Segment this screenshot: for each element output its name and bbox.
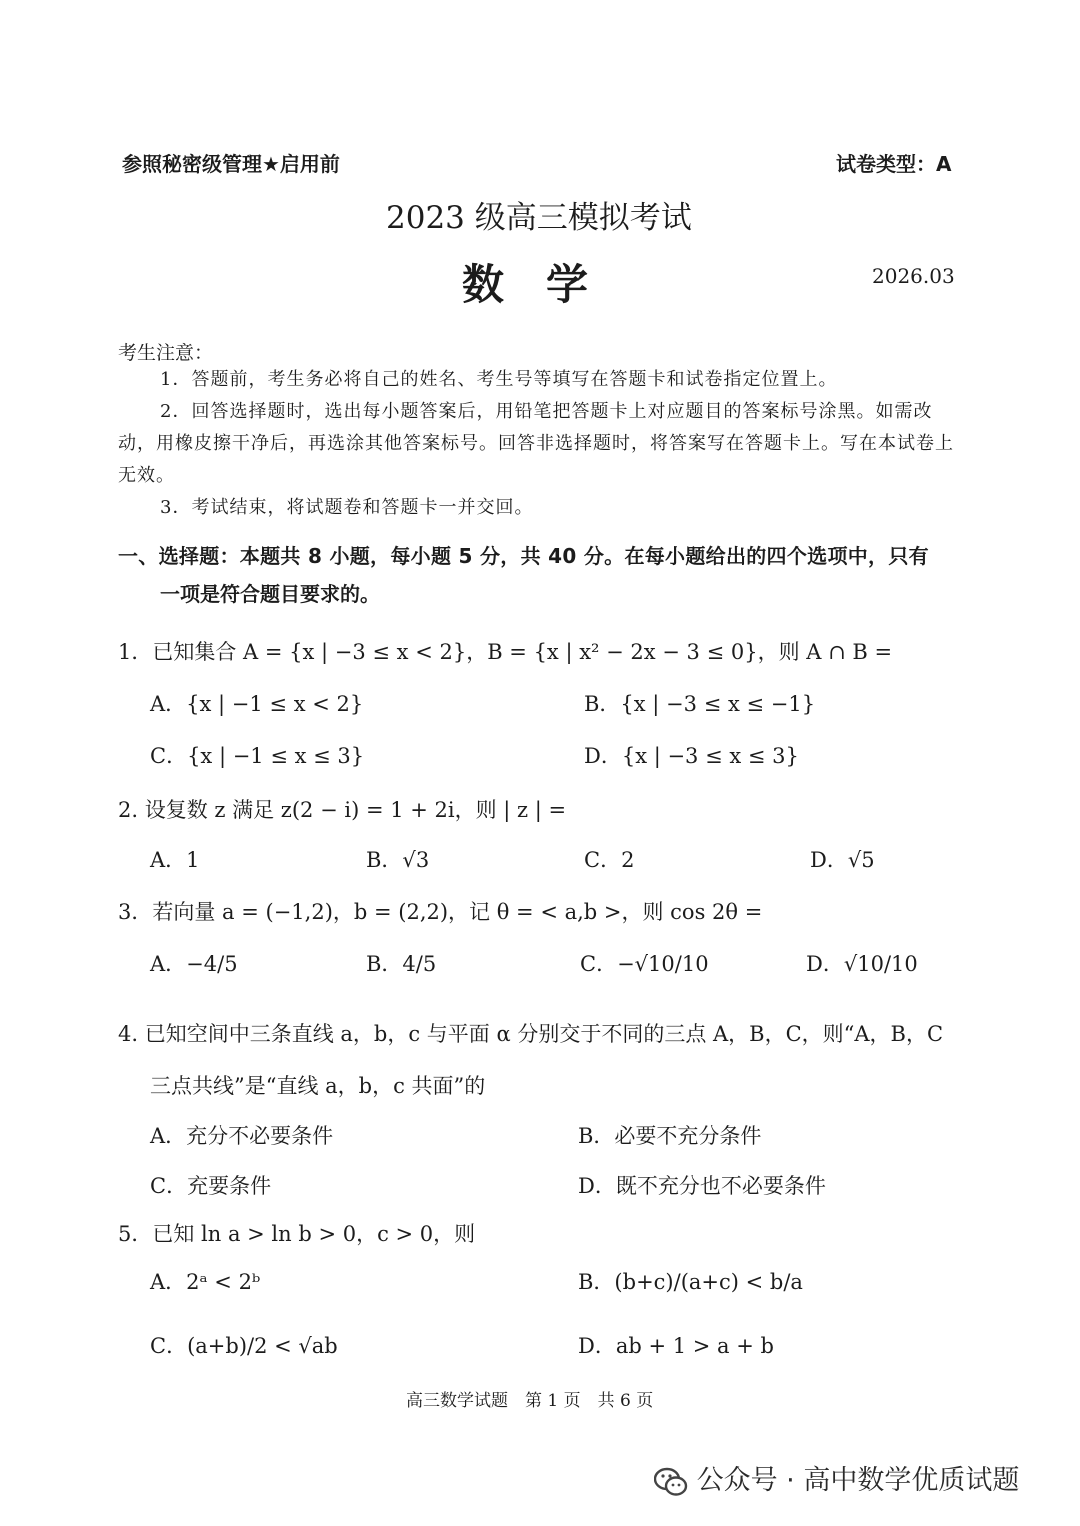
notice-item-2: 2．回答选择题时，选出每小题答案后，用铅笔把答题卡上对应题目的答案标号涂黑。如需改动，用橡皮擦干净后，再选涂其他答案标号。回答非选择题时，将答案写在答题卡上。写在本试卷上无效。 xyxy=(118,401,954,486)
q2-option-c: C．2 xyxy=(584,848,635,872)
question-4-line1: 4. 已知空间中三条直线 a，b，c 与平面 α 分别交于不同的三点 A，B，C，则“A，B，C xyxy=(118,1022,944,1046)
exam-date: 2026.03 xyxy=(872,264,955,288)
q5-option-a: A．2ᵃ < 2ᵇ xyxy=(150,1270,261,1294)
q3-option-d: D．√10/10 xyxy=(806,952,918,976)
watermark xyxy=(654,1458,1019,1497)
question-4-line2: 三点共线”是“直线 a，b，c 共面”的 xyxy=(150,1074,486,1098)
q5-option-d: D．ab + 1 > a + b xyxy=(578,1334,774,1358)
section-heading-line1: 一、选择题：本题共 8 小题，每小题 5 分，共 40 分。在每小题给出的四个选项中，只有 xyxy=(118,544,929,568)
q1-option-a: A．{x | −1 ≤ x < 2} xyxy=(150,692,364,716)
q5-option-c: C．(a+b)/2 < √ab xyxy=(150,1334,338,1358)
notice-item-3: 3．考试结束，将试题卷和答题卡一并交回。 xyxy=(160,497,534,518)
q2-option-d: D．√5 xyxy=(810,848,875,872)
confidentiality-label: 参照秘密级管理★启用前 xyxy=(122,152,340,176)
notice-item-1: 1．答题前，考生务必将自己的姓名、考生号等填写在答题卡和试卷指定位置上。 xyxy=(160,369,838,390)
q3-option-c: C．−√10/10 xyxy=(580,952,709,976)
q3-option-b: B．4/5 xyxy=(366,952,437,976)
section-heading-line2: 一项是符合题目要求的。 xyxy=(160,582,380,606)
wechat-icon xyxy=(654,1467,688,1497)
q4-option-d: D．既不充分也不必要条件 xyxy=(578,1174,826,1198)
question-1: 1．已知集合 A = {x | −3 ≤ x < 2}，B = {x | x² − 2x − 3 ≤ 0}，则 A ∩ B = xyxy=(118,640,893,664)
page-footer: 高三数学试题 第 1 页 共 6 页 xyxy=(406,1391,654,1411)
question-5: 5．已知 ln a > ln b > 0，c > 0，则 xyxy=(118,1222,476,1246)
q5-option-b: B．(b+c)/(a+c) < b/a xyxy=(578,1270,803,1294)
q4-option-c: C．充要条件 xyxy=(150,1174,272,1198)
q1-option-d: D．{x | −3 ≤ x ≤ 3} xyxy=(584,744,799,768)
q4-option-a: A．充分不必要条件 xyxy=(150,1124,334,1148)
watermark-text: 公众号 · 高中数学优质试题 xyxy=(696,1465,1020,1496)
notice-heading: 考生注意： xyxy=(118,342,214,364)
q1-option-b: B．{x | −3 ≤ x ≤ −1} xyxy=(584,692,816,716)
q3-option-a: A．−4/5 xyxy=(150,952,238,976)
q2-option-a: A．1 xyxy=(150,848,200,872)
subject-title: 数 学 xyxy=(462,260,589,309)
question-3: 3．若向量 a = (−1,2)，b = (2,2)，记 θ = < a,b >，则 cos 2θ = xyxy=(118,900,763,924)
q1-option-c: C．{x | −1 ≤ x ≤ 3} xyxy=(150,744,365,768)
q2-option-b: B．√3 xyxy=(366,848,430,872)
question-2: 2. 设复数 z 满足 z(2 − i) = 1 + 2i，则 | z | = xyxy=(118,798,567,822)
paper-type-label: 试卷类型：A xyxy=(836,152,952,176)
q4-option-b: B．必要不充分条件 xyxy=(578,1124,762,1148)
exam-title: 2023 级高三模拟考试 xyxy=(386,200,692,236)
